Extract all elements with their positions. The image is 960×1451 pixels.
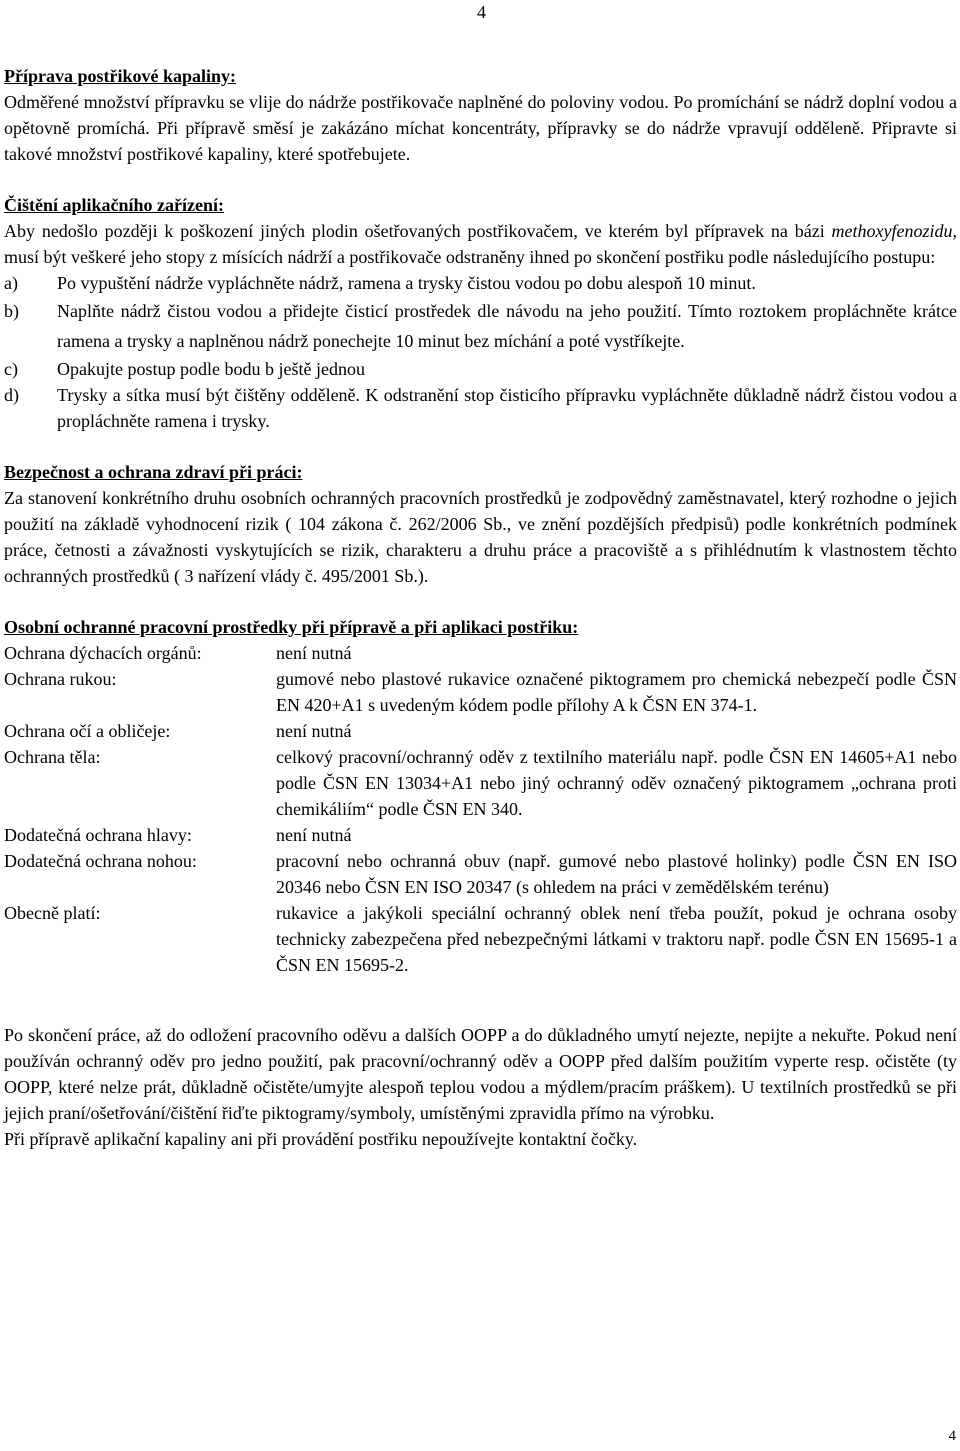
ppe-value: gumové nebo plastové rukavice označené piktogramem pro chemická nebezpečí podle ČSN EN 420+A1 s uvedeným kódem podle přílohy A k ČSN EN 374-1. <box>276 669 957 715</box>
heading-preparation: Příprava postřikové kapaliny: <box>4 66 237 86</box>
table-row <box>4 640 957 666</box>
paragraph-contact-lenses: Při přípravě aplikační kapaliny ani při provádění postřiku nepoužívejte kontaktní čočky. <box>4 1129 638 1149</box>
page-number-top: 4 <box>477 2 486 22</box>
list-item <box>4 356 957 382</box>
table-row <box>4 744 957 822</box>
ppe-value: rukavice a jakýkoli speciální ochranný oblek není třeba použít, pokud je ochrana osoby technicky zabezpečena před nebezpečnými látkami v traktoru např. podle ČSN EN 15695-1 a ČSN EN 15695-2. <box>276 903 957 975</box>
ppe-label: Ochrana dýchacích orgánů: <box>4 643 202 663</box>
table-row <box>4 848 957 900</box>
section-ppe <box>4 614 957 978</box>
section-cleaning <box>4 192 957 434</box>
ppe-value: celkový pracovní/ochranný oděv z textilního materiálu např. podle ČSN EN 14605+A1 nebo podle ČSN EN 13034+A1 nebo jiný ochranný oděv označený piktogramem „ochrana proti chemikáliím“ podle ČSN EN 340. <box>276 747 957 819</box>
cleaning-intro-part-2: , musí být veškeré jeho stopy z mísících nádrží a postřikovače odstraněny ihned po skončení postřiku podle následujícího postupu: <box>4 221 957 267</box>
list-item <box>4 296 957 356</box>
ppe-table <box>4 640 957 978</box>
list-marker: a) <box>4 273 18 293</box>
cleaning-intro-part-1: Aby nedošlo později k poškození jiných plodin ošetřovaných postřikovačem, ve kterém byl přípravek na bázi <box>4 221 832 241</box>
ppe-label: Dodatečná ochrana hlavy: <box>4 825 192 845</box>
section-closing <box>4 1022 957 1152</box>
section-safety <box>4 459 957 589</box>
paragraph-closing: Po skončení práce, až do odložení pracovního oděvu a dalších OOPP a do důkladného umytí nejezte, nepijte a nekuřte. Pokud není používán ochranný oděv pro jedno použití, pak pracovní/ochranný oděv a OOPP před dalším použitím vyperte resp. očistěte (ty OOPP, které nelze prát, důkladně očistěte/umyjte alespoň teplou vodou a mýdlem/pracím práškem). U textilních prostředků se při jejich praní/ošetřování/čištění řiďte piktogramy/symboly, umístěnými zpravidla přímo na výrobku. <box>4 1025 957 1123</box>
paragraph-cleaning-intro <box>4 218 957 270</box>
list-item-text: Naplňte nádrž čistou vodou a přidejte čisticí prostředek dle návodu na jeho použití. Tímto roztokem propláchněte krátce ramena a trysky a naplněnou nádrž ponechejte 10 minut bez míchání a poté vystříkejte. <box>57 301 957 351</box>
table-row <box>4 718 957 744</box>
table-row <box>4 666 957 718</box>
ppe-label: Ochrana těla: <box>4 747 101 767</box>
paragraph-safety: Za stanovení konkrétního druhu osobních ochranných pracovních prostředků je zodpovědný zaměstnavatel, který rozhodne o jejich použití na základě vyhodnocení rizik ( 104 zákona č. 262/2006 Sb., ve znění pozdějších předpisů) podle konkrétních podmínek práce, četnosti a závažnosti vyskytujících se rizik, charakteru a druhu práce a pracoviště a s přihlédnutím k vlastnostem těchto ochranných prostředků ( 3 nařízení vlády č. 495/2001 Sb.). <box>4 488 957 586</box>
list-marker: c) <box>4 359 18 379</box>
ppe-label: Obecně platí: <box>4 903 101 923</box>
page-number-bottom: 4 <box>948 1428 956 1444</box>
table-row <box>4 822 957 848</box>
section-preparation <box>4 63 957 167</box>
ppe-label: Ochrana očí a obličeje: <box>4 721 171 741</box>
list-item <box>4 382 957 434</box>
document-body <box>4 63 957 1152</box>
ppe-label: Dodatečná ochrana nohou: <box>4 851 197 871</box>
list-marker: b) <box>4 301 19 321</box>
cleaning-intro-substance: methoxyfenozidu <box>831 221 953 241</box>
list-item-text: Trysky a sítka musí být čištěny odděleně. K odstranění stop čisticího přípravku vypláchněte důkladně nádrž čistou vodou a propláchněte ramena i trysky. <box>57 385 957 431</box>
list-item-text: Po vypuštění nádrže vypláchněte nádrž, ramena a trysky čistou vodou po dobu alespoň 10 minut. <box>57 273 756 293</box>
ppe-label: Ochrana rukou: <box>4 669 117 689</box>
cleaning-steps-list <box>4 270 957 434</box>
ppe-value: není nutná <box>276 643 352 663</box>
heading-cleaning: Čištění aplikačního zařízení: <box>4 195 224 215</box>
list-item <box>4 270 957 296</box>
heading-safety: Bezpečnost a ochrana zdraví při práci: <box>4 462 303 482</box>
ppe-value: není nutná <box>276 825 352 845</box>
list-item-text: Opakujte postup podle bodu b ještě jednou <box>57 359 365 379</box>
ppe-value: není nutná <box>276 721 352 741</box>
table-row <box>4 900 957 978</box>
list-marker: d) <box>4 385 19 405</box>
paragraph-preparation: Odměřené množství přípravku se vlije do nádrže postřikovače naplněné do poloviny vodou. Po promíchání se nádrž doplní vodou a opětovně promíchá. Při přípravě směsí je zakázáno míchat koncentráty, přípravky se do nádrže vpravují odděleně. Připravte si takové množství postřikové kapaliny, které spotřebujete. <box>4 92 957 164</box>
heading-ppe: Osobní ochranné pracovní prostředky při přípravě a při aplikaci postřiku: <box>4 617 579 637</box>
ppe-value: pracovní nebo ochranná obuv (např. gumové nebo plastové holinky) podle ČSN EN ISO 20346 nebo ČSN EN ISO 20347 (s ohledem na práci v zemědělském terénu) <box>276 851 957 897</box>
